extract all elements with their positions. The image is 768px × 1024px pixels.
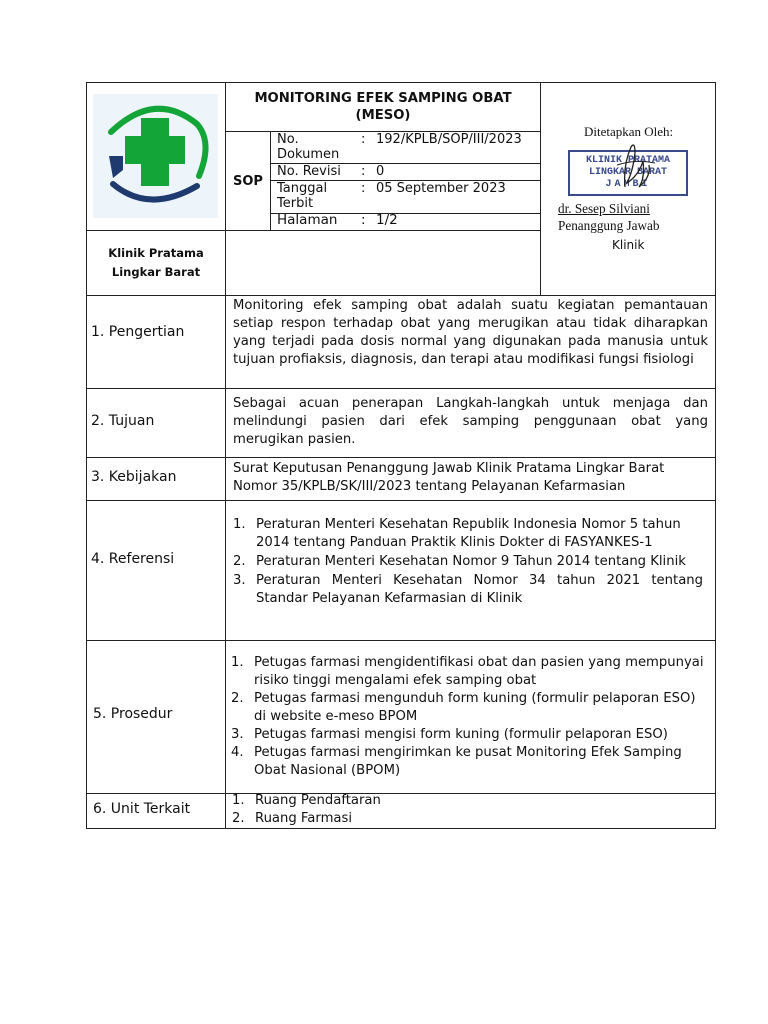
- section-label-pengertian: 1. Pengertian: [91, 324, 185, 340]
- clinic-stamp: KLINIK PRATAMA LINGKAR BARAT JAMBI: [568, 150, 688, 196]
- clinic-name: Klinik Pratama Lingkar Barat: [108, 246, 204, 279]
- list-item: 1. Peraturan Menteri Kesehatan Republik Indonesia Nomor 5 tahun 2014 tentang Panduan Praktik Klinis Dokter di FASYANKES-1: [233, 517, 681, 550]
- section-label-prosedur: 5. Prosedur: [93, 706, 173, 722]
- meta-value: 192/KPLB/SOP/III/2023: [376, 132, 522, 147]
- list-item: 4. Petugas farmasi mengirimkan ke pusat Monitoring Efek Samping Obat Nasional (BPOM): [231, 745, 682, 778]
- section-text-pengertian: Monitoring efek samping obat adalah suatu kegiatan pemantauan setiap respon terhadap obat yang merugikan atau tidak diharapkan yang terjadi pada dosis normal yang digunakan pada manusia untuk tujuan profiaksis, diagnosis, dan terapi atau modifikasi fungsi fisiologi: [233, 298, 708, 367]
- list-item: 2. Peraturan Menteri Kesehatan Nomor 9 Tahun 2014 tentang Klinik: [233, 554, 686, 569]
- approval-label: Ditetapkan Oleh:: [584, 124, 674, 139]
- meta-row-revision: No. Revisi : 0: [271, 164, 541, 180]
- referensi-list: [233, 516, 703, 608]
- signer-role-line2: Klinik: [612, 238, 645, 252]
- meta-key: Halaman: [277, 212, 338, 228]
- list-item: 3. Peraturan Menteri Kesehatan Nomor 34 tahun 2021 tentang Standar Pelayanan Kefarmasian di Klinik: [233, 573, 703, 606]
- meta-value: 1/2: [376, 212, 398, 228]
- meta-row-issue-date: Tanggal Terbit : 05 September 2023: [271, 181, 541, 211]
- meta-row-document-number: No. Dokumen : 192/KPLB/SOP/III/2023: [271, 132, 541, 162]
- section-text-kebijakan: Surat Keputusan Penanggung Jawab Klinik Pratama Lingkar Barat Nomor 35/KPLB/SK/III/2023 tentang Pelayanan Kefarmasian: [233, 461, 665, 494]
- list-item: 1. Ruang Pendaftaran: [232, 793, 381, 808]
- meta-key: No. Dokumen: [277, 132, 340, 162]
- section-label-referensi: 4. Referensi: [91, 551, 175, 567]
- document-title: MONITORING EFEK SAMPING OBAT (MESO): [254, 91, 512, 123]
- meta-key: Tanggal Terbit: [277, 181, 328, 211]
- sop-label: SOP: [233, 174, 263, 189]
- prosedur-list: [231, 654, 704, 780]
- meta-value: 0: [376, 164, 385, 179]
- meta-key: No. Revisi: [277, 164, 341, 179]
- list-item: 2. Petugas farmasi mengunduh form kuning (formulir pelaporan ESO) di website e-meso BPOM: [231, 691, 696, 724]
- unit-terkait-list: [232, 792, 702, 828]
- section-label-unit-terkait: 6. Unit Terkait: [93, 801, 191, 817]
- signer-name: dr. Sesep Silviani: [558, 201, 650, 216]
- clinic-logo: [93, 94, 218, 218]
- signature: [605, 135, 665, 195]
- meta-row-page: Halaman : 1/2: [271, 213, 541, 229]
- list-item: 2. Ruang Farmasi: [232, 811, 353, 826]
- section-label-kebijakan: 3. Kebijakan: [91, 469, 177, 485]
- signer-role: Penanggung Jawab: [558, 218, 660, 233]
- section-text-tujuan: Sebagai acuan penerapan Langkah-langkah untuk menjaga dan melindungi pasien dari efek samping penggunaan obat yang merugikan pasien.: [233, 396, 708, 447]
- section-label-tujuan: 2. Tujuan: [91, 413, 155, 429]
- list-item: 3. Petugas farmasi mengisi form kuning (formulir pelaporan ESO): [231, 727, 668, 742]
- list-item: 1. Petugas farmasi mengidentifikasi obat dan pasien yang mempunyai risiko tinggi mengalami efek samping obat: [231, 655, 704, 688]
- meta-value: 05 September 2023: [376, 181, 506, 196]
